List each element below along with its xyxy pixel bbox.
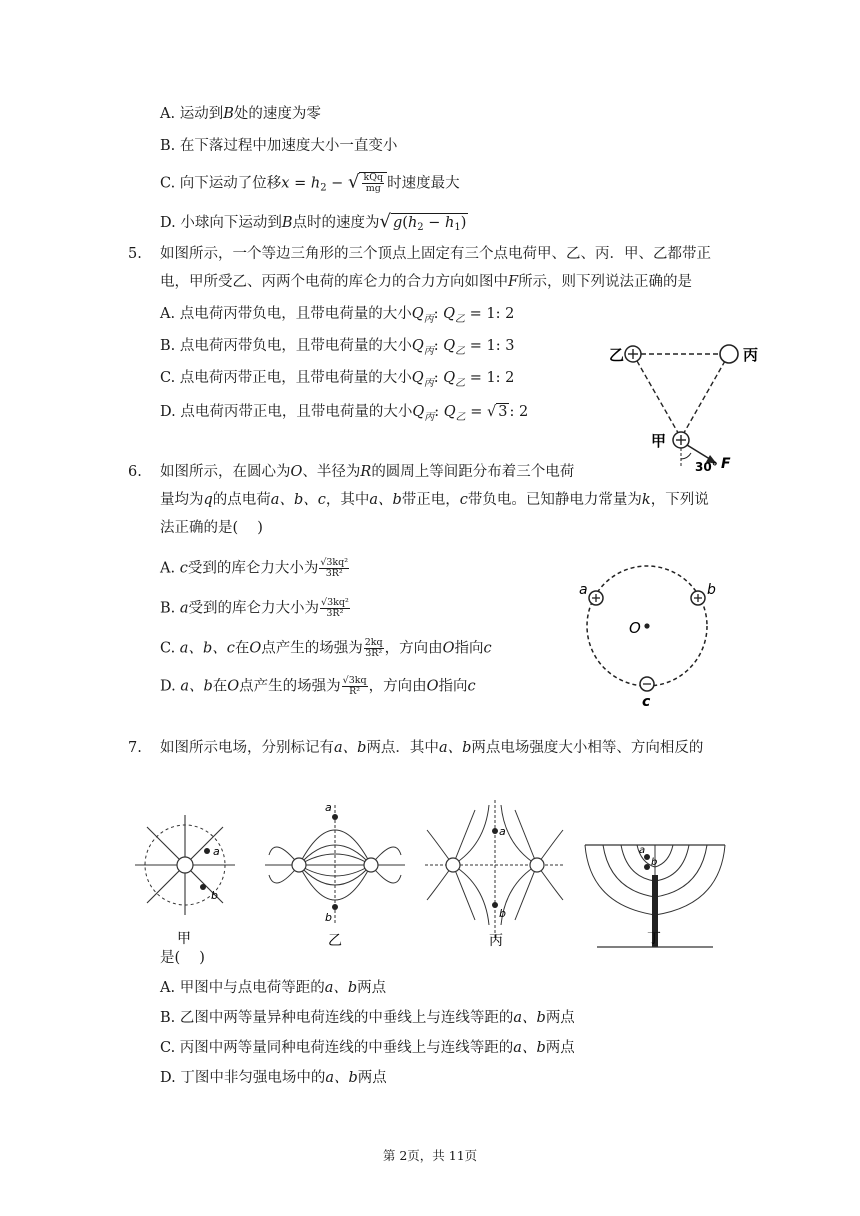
q6-option-c: C. a、b、c在O点产生的场强为 $\frac{2kq}{\text{3R²}}$ ，方向由O指向c xyxy=(160,637,492,659)
q5-charge-bing xyxy=(720,345,738,363)
q5-side-left xyxy=(633,354,681,438)
q5-option-b: B. 点电荷丙带负电，且带电荷量的大小$Q_丙$: $Q_乙 = 1$: 3 xyxy=(160,338,515,357)
q5-triangle-figure xyxy=(595,335,775,475)
q7-yi-label-a: a xyxy=(325,801,332,814)
page-footer: 第 2页，共 11页 xyxy=(382,1148,478,1163)
q6-label-b: b xyxy=(707,582,716,598)
q5-option-c: C. 点电荷丙带正电，且带电荷量的大小$Q_丙$: $Q_乙 = 1$: 2 xyxy=(160,370,515,389)
q7-label-jia: 甲 xyxy=(177,931,191,947)
q7-label-yi: 乙 xyxy=(328,933,342,949)
q4-option-d: D. 小球向下运动到B点时的速度为√ $g(h_2 - h_1)$ xyxy=(160,212,468,237)
q5-stem-line1: 如图所示，一个等边三角形的三个顶点上固定有三个点电荷甲、乙、丙．甲、乙都带正 xyxy=(160,246,711,262)
q5-force-label: F xyxy=(721,456,731,472)
q7-fig-jia xyxy=(135,815,235,915)
q4-option-b: B. 在下落过程中加速度大小一直变小 xyxy=(160,138,398,154)
q7-stem-line1: 如图所示电场，分别标记有a、b两点．其中a、b两点电场强度大小相等、方向相反的 xyxy=(160,740,704,756)
q7-fig-yi xyxy=(265,801,405,925)
q7-bing-label-a: a xyxy=(499,825,506,838)
q7-label-ding: 丁 xyxy=(647,931,661,947)
q7-stem-end: 是( ) xyxy=(160,950,205,966)
q5-option-d: D. 点电荷丙带正电，且带电荷量的大小$Q_丙$: $Q_乙$ = √ 3 : 2 xyxy=(160,404,529,423)
q7-option-c: C. 丙图中两等量同种电荷连线的中垂线上与连线等距的a、b两点 xyxy=(160,1040,575,1056)
q4-option-c: C. 向下运动了位移$x = h_2$ − √ $\frac{\text{kQq}}{mg}$ 时速度最大 xyxy=(160,171,460,194)
q6-number: 6. xyxy=(128,464,142,480)
q7-option-d: D. 丁图中非匀强电场中的a、b两点 xyxy=(160,1070,387,1086)
q5-label-bing: 丙 xyxy=(743,346,759,364)
q5-label-yi: 乙 xyxy=(609,346,625,364)
q7-label-bing: 丙 xyxy=(489,933,503,949)
q5-label-jia: 甲 xyxy=(651,432,667,450)
q5-number: 5. xyxy=(128,246,142,262)
q7-option-a: A. 甲图中与点电荷等距的a、b两点 xyxy=(160,980,387,996)
q5-side-right xyxy=(681,354,729,438)
q6-circle-figure xyxy=(572,560,722,710)
q5-angle-label: 30° xyxy=(695,460,718,474)
q7-number: 7. xyxy=(128,740,142,756)
q7-yi-label-b: b xyxy=(325,911,332,924)
q6-stem-line2: 量均为q的点电荷a、b、c，其中a、b带正电，c带负电。已知静电力常量为k，下列说 xyxy=(160,492,709,508)
q7-jia-label-a: a xyxy=(213,845,220,858)
q7-ding-label-b: b xyxy=(651,857,658,868)
q7-field-figures xyxy=(135,795,735,955)
q6-option-d: D. a、b在O点产生的场强为 $\frac{√3kq}{\text{R²}}$ ，方向由O指向c xyxy=(160,675,476,697)
q6-label-a: a xyxy=(579,582,588,598)
q6-center-point xyxy=(644,623,649,628)
q6-label-c: c xyxy=(642,694,651,710)
q6-label-O: O xyxy=(629,619,641,637)
q5-option-a: A. 点电荷丙带负电，且带电荷量的大小$Q_丙$: $Q_乙 = 1$: 2 xyxy=(160,306,515,325)
q7-fig-bing xyxy=(425,800,565,940)
q6-stem-line1: 如图所示，在圆心为O、半径为R的圆周上等间距分布着三个电荷 xyxy=(160,464,575,480)
q6-option-a: A. c受到的库仑力大小为 $\frac{\text{√3kq²}}{\text{3R²}}$ xyxy=(160,557,349,579)
q7-bing-label-b: b xyxy=(499,907,506,920)
q7-ding-label-a: a xyxy=(639,845,646,856)
q5-stem-line2: 电，甲所受乙、丙两个电荷的库仑力的合力方向如图中F所示，则下列说法正确的是 xyxy=(160,274,693,290)
q7-option-b: B. 乙图中两等量异种电荷连线的中垂线上与连线等距的a、b两点 xyxy=(160,1010,575,1026)
q6-option-b: B. a受到的库仑力大小为 $\frac{\text{√3kq²}}{\text{3R²}}$ xyxy=(160,597,349,619)
q7-jia-label-b: b xyxy=(211,889,218,902)
q6-stem-line3: 法正确的是( ) xyxy=(160,520,263,536)
q4-option-a: A. 运动到B处的速度为零 xyxy=(160,106,321,122)
